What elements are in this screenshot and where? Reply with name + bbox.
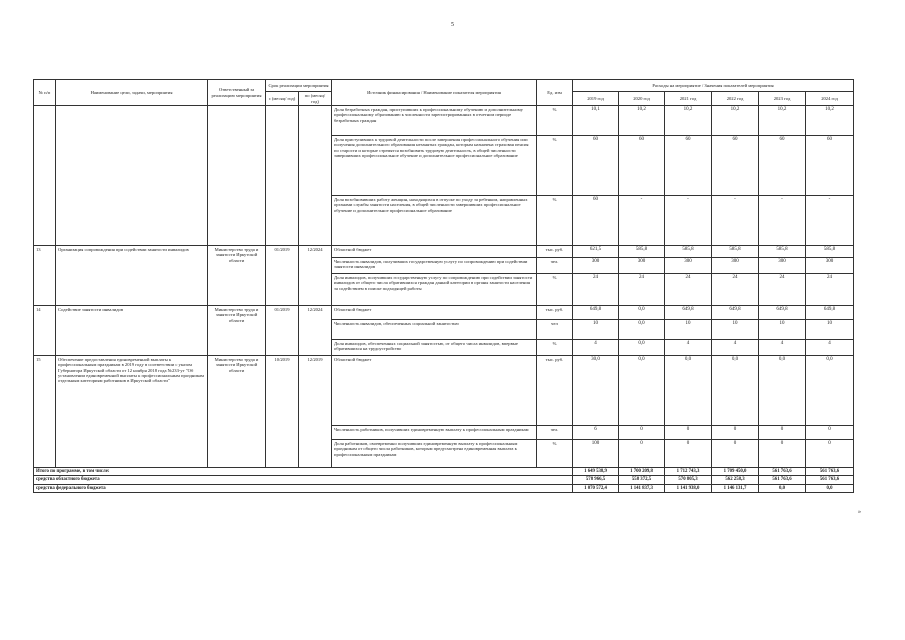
total-row — [34, 468, 854, 476]
cell-unit: тыс. руб. — [537, 246, 573, 258]
cell-value: 10,2 — [806, 106, 854, 136]
col-header-year: 2023 год — [759, 92, 806, 106]
cell-to: 12/2019 — [299, 356, 332, 468]
cell-value: 621,5 — [573, 246, 619, 258]
cell-value: 0 — [759, 440, 806, 468]
cell-value: 0,0 — [619, 356, 665, 426]
cell-value: 10,2 — [665, 106, 712, 136]
cell-value: 24 — [573, 274, 619, 306]
col-header-period: Срок реализации мероприятия — [266, 80, 332, 92]
cell-value: 300 — [573, 258, 619, 274]
cell-unit: тыс. руб. — [537, 356, 573, 426]
cell-indicator: Областной бюджет — [332, 306, 537, 320]
total-value: 558 372,5 — [619, 476, 665, 484]
total-value: 561 763,6 — [759, 476, 806, 484]
col-header-unit: Ед. изм — [537, 80, 573, 106]
col-header-year: 2022 год — [712, 92, 759, 106]
cell-value: 24 — [806, 274, 854, 306]
total-value: 1 146 131,7 — [712, 484, 759, 492]
total-value: 1 141 938,0 — [665, 484, 712, 492]
cell-value: 0,0 — [665, 356, 712, 426]
cell-value: 300 — [759, 258, 806, 274]
cell-value: 24 — [759, 274, 806, 306]
cell-value: 4 — [573, 340, 619, 356]
cell-name: Обеспечение предоставления единовременной выплаты к профессиональным праздникам в 2019 году в соответствии с указом Губернатора Иркутской области от 12 ноября 2018 года №233-уг "Об установлении единовременной выплаты к профессиональным праздникам отдельным категориям работников в Иркутской области" — [56, 356, 208, 468]
cell-to: 12/2024 — [299, 306, 332, 356]
cell-value: 0,0 — [619, 306, 665, 320]
cell-from: 10/2019 — [266, 356, 299, 468]
cell-value: 60 — [573, 196, 619, 246]
cell-num: 14 — [34, 306, 56, 356]
cell-value: 10,1 — [573, 106, 619, 136]
margin-mark: » — [858, 509, 861, 515]
cell-indicator: Численность инвалидов, обеспеченных социальной занятостью — [332, 320, 537, 340]
total-label: средства областного бюджета — [34, 476, 573, 484]
cell-value: 0,0 — [712, 356, 759, 426]
cell-responsible — [208, 106, 266, 246]
table-row — [34, 306, 854, 320]
cell-value: 0,0 — [619, 340, 665, 356]
cell-unit: % — [537, 274, 573, 306]
col-header-year: 2019 год — [573, 92, 619, 106]
cell-value: 10 — [806, 320, 854, 340]
cell-value: 585,8 — [665, 246, 712, 258]
cell-value: 300 — [806, 258, 854, 274]
col-header-name: Наименование цели, задачи, мероприятия — [56, 80, 208, 106]
cell-value: 585,8 — [759, 246, 806, 258]
cell-unit: % — [537, 106, 573, 136]
cell-indicator: Областной бюджет — [332, 356, 537, 426]
page-number: 5 — [451, 22, 454, 28]
cell-indicator: Доля возобновивших работу женщин, находящихся в отпуске по уходу за ребенком, направленных органами службы занятости населения, в общей численности завершивших профессиональное обучение и дополнительное профессиональное образование — [332, 196, 537, 246]
total-value: 561 763,6 — [806, 468, 854, 476]
cell-unit: чел — [537, 320, 573, 340]
total-label: средства федерального бюджета — [34, 484, 573, 492]
cell-value: 60 — [759, 136, 806, 196]
table-row — [34, 106, 854, 136]
cell-value: 60 — [712, 136, 759, 196]
cell-value: 649,8 — [573, 306, 619, 320]
total-row — [34, 484, 854, 492]
cell-to: 12/2024 — [299, 246, 332, 306]
total-value: 578 966,5 — [573, 476, 619, 484]
cell-name: Содействие занятости инвалидов — [56, 306, 208, 356]
col-header-responsible: Ответственный за реализацию мероприятия — [208, 80, 266, 106]
total-value: 0,0 — [806, 484, 854, 492]
total-value: 570 805,3 — [665, 476, 712, 484]
total-value: 562 258,3 — [712, 476, 759, 484]
cell-value: 300 — [619, 258, 665, 274]
cell-value: 10,2 — [759, 106, 806, 136]
cell-responsible: Министерство труда и занятости Иркутской области — [208, 246, 266, 306]
total-value: 561 763,6 — [759, 468, 806, 476]
cell-value: - — [759, 196, 806, 246]
cell-value: 100 — [573, 440, 619, 468]
cell-value: 0 — [665, 440, 712, 468]
cell-value: 300 — [665, 258, 712, 274]
cell-name: Организация сопровождения при содействии занятости инвалидов — [56, 246, 208, 306]
total-value: 1 070 572,4 — [573, 484, 619, 492]
cell-responsible: Министерство труда и занятости Иркутской области — [208, 306, 266, 356]
cell-num — [34, 106, 56, 246]
cell-value: 649,8 — [665, 306, 712, 320]
cell-value: 4 — [712, 340, 759, 356]
cell-value: - — [806, 196, 854, 246]
total-label: Итого по программе, в том числе: — [34, 468, 573, 476]
cell-indicator: Областной бюджет — [332, 246, 537, 258]
cell-value: 585,8 — [619, 246, 665, 258]
cell-value: 10 — [712, 320, 759, 340]
cell-value: 0 — [619, 426, 665, 440]
program-table-sheet — [33, 79, 861, 515]
cell-value: 0 — [712, 426, 759, 440]
table-row — [34, 356, 854, 426]
cell-value: 4 — [665, 340, 712, 356]
cell-unit: % — [537, 196, 573, 246]
cell-indicator: Доля работников, своевременно получивших единовременную выплату к профессиональным праздникам от общего числа работников, которым предусмотрена единовременная выплата к профессиональным праздникам — [332, 440, 537, 468]
cell-value: 0,0 — [806, 356, 854, 426]
cell-unit: % — [537, 136, 573, 196]
cell-num: 15 — [34, 356, 56, 468]
cell-indicator: Доля безработных граждан, приступивших к профессиональному обучению и дополнительному профессиональному образованию к численности зарегистрированных в отчетном периоде безработных граждан — [332, 106, 537, 136]
cell-value: 0 — [665, 426, 712, 440]
col-header-from: с (месяц/ год) — [266, 92, 299, 106]
cell-value: 24 — [619, 274, 665, 306]
total-value: 1 141 837,3 — [619, 484, 665, 492]
cell-value: 0 — [712, 440, 759, 468]
table-row — [34, 246, 854, 258]
cell-value: 60 — [573, 136, 619, 196]
col-header-year: 2024 год — [806, 92, 854, 106]
cell-unit: % — [537, 340, 573, 356]
cell-indicator: Доля инвалидов, обеспеченных социальной занятостью, от общего числа инвалидов, впервые обратившихся на трудоустройство — [332, 340, 537, 356]
cell-value: 4 — [806, 340, 854, 356]
cell-value: 6 — [573, 426, 619, 440]
cell-value: 10 — [573, 320, 619, 340]
cell-value: 0,0 — [619, 320, 665, 340]
cell-indicator: Доля приступивших к трудовой деятельности после завершения профессионального обучения или получения дополнительного образования незанятых граждан, которым назначена страховая пенсия по старости и которые стремятся возобновить трудовую деятельность, в общей численности завершивших профессиональное обучение и дополнительное профессиональное образование — [332, 136, 537, 196]
cell-unit: чел. — [537, 426, 573, 440]
cell-from: 01/2019 — [266, 306, 299, 356]
cell-name — [56, 106, 208, 246]
total-value: 1 709 450,0 — [712, 468, 759, 476]
program-measures-table — [33, 79, 854, 493]
cell-value: 0 — [806, 426, 854, 440]
total-value: 561 763,6 — [806, 476, 854, 484]
cell-value: 300 — [712, 258, 759, 274]
cell-value: 0,0 — [759, 356, 806, 426]
col-header-expenses: Расходы на мероприятие / Значения показателей мероприятия — [573, 80, 854, 92]
cell-value: 0 — [619, 440, 665, 468]
total-row — [34, 476, 854, 484]
total-value: 1 700 209,8 — [619, 468, 665, 476]
cell-from: 01/2019 — [266, 246, 299, 306]
col-header-year: 2020 год — [619, 92, 665, 106]
total-value: 0,0 — [759, 484, 806, 492]
cell-indicator: Численность работников, получивших единовременную выплату к профессиональным праздникам — [332, 426, 537, 440]
total-value: 1 712 743,3 — [665, 468, 712, 476]
cell-value: 649,8 — [712, 306, 759, 320]
cell-responsible: Министерство труда и занятости Иркутской области — [208, 356, 266, 468]
col-header-year: 2021 год — [665, 92, 712, 106]
cell-value: 30,0 — [573, 356, 619, 426]
cell-value: 0 — [806, 440, 854, 468]
cell-value: 24 — [665, 274, 712, 306]
col-header-source: Источник финансирования / Наименование показателя мероприятия — [332, 80, 537, 106]
cell-from — [266, 106, 299, 246]
cell-value: 10,2 — [619, 106, 665, 136]
cell-unit: % — [537, 440, 573, 468]
cell-unit: чел. — [537, 258, 573, 274]
cell-value: - — [665, 196, 712, 246]
cell-value: 649,8 — [759, 306, 806, 320]
cell-value: 10 — [759, 320, 806, 340]
cell-value: 0 — [759, 426, 806, 440]
col-header-to: по (месяц/ год) — [299, 92, 332, 106]
cell-unit: тыс. руб. — [537, 306, 573, 320]
cell-value: - — [712, 196, 759, 246]
col-header-num: № п/п — [34, 80, 56, 106]
cell-value: 24 — [712, 274, 759, 306]
cell-value: - — [619, 196, 665, 246]
cell-value: 585,8 — [712, 246, 759, 258]
cell-num: 13 — [34, 246, 56, 306]
cell-value: 60 — [665, 136, 712, 196]
cell-value: 585,8 — [806, 246, 854, 258]
total-value: 1 649 538,9 — [573, 468, 619, 476]
cell-indicator: Численность инвалидов, получивших государственную услугу по сопровождению при содействии занятости инвалидов — [332, 258, 537, 274]
cell-value: 60 — [806, 136, 854, 196]
cell-value: 10 — [665, 320, 712, 340]
cell-to — [299, 106, 332, 246]
cell-value: 60 — [619, 136, 665, 196]
cell-value: 649,8 — [806, 306, 854, 320]
cell-value: 10,2 — [712, 106, 759, 136]
cell-indicator: Доля инвалидов, получивших государственную услугу по сопровождению при содействии занятости инвалидов от общего числа обратившихся граждан данной категории в органы занятости населения за содействием в поиске подходящей работы — [332, 274, 537, 306]
cell-value: 4 — [759, 340, 806, 356]
